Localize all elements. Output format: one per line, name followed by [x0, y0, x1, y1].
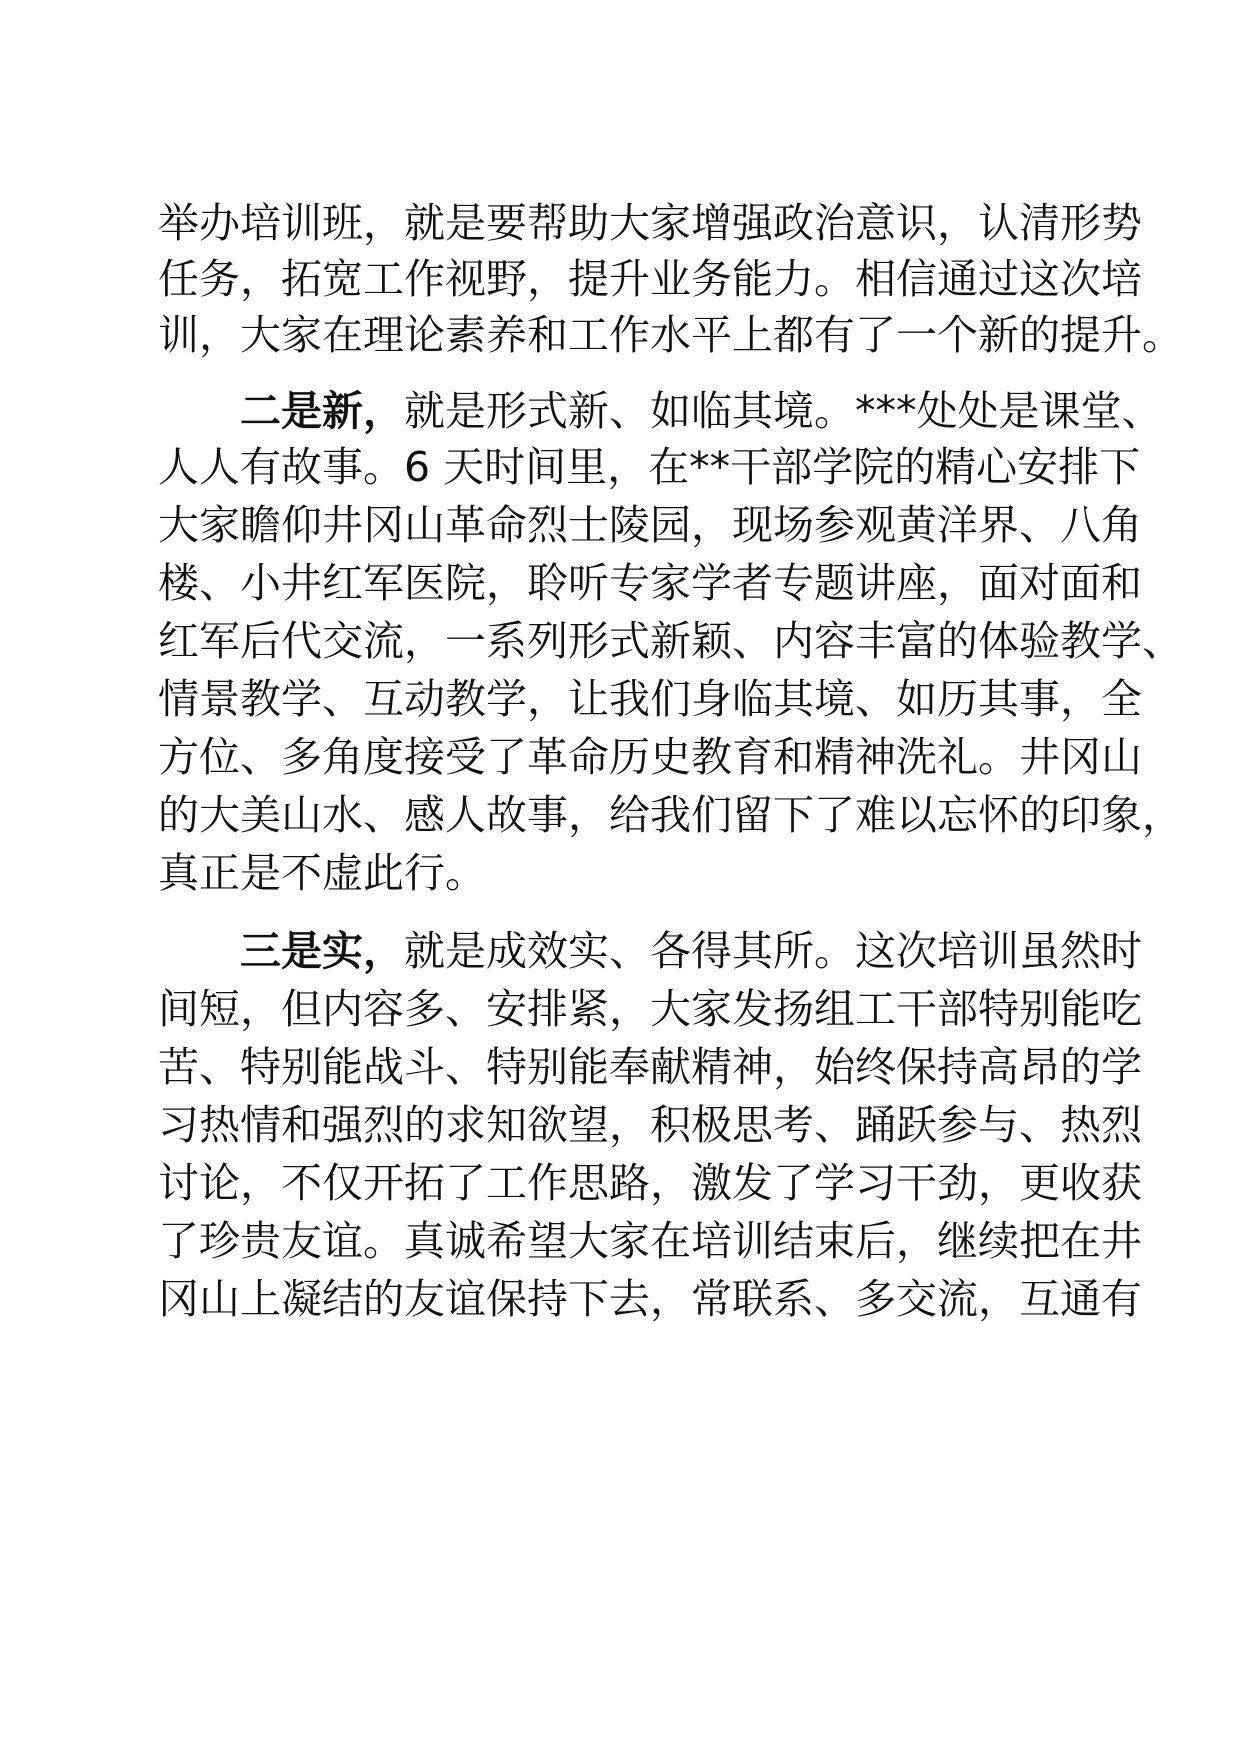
- paragraph-3-line-7: 冈山上凝结的友谊保持下去，常联系、多交流，互通有: [158, 1275, 1142, 1323]
- paragraph-2-line-4: 楼、小井红军医院，聆听专家学者专题讲座，面对面和: [158, 559, 1142, 607]
- paragraph-1-line-2: 任务，拓宽工作视野，提升业务能力。相信通过这次培: [158, 255, 1142, 303]
- paragraph-3-first-line-text: 就是成效实、各得其所。这次培训虽然时: [404, 927, 1142, 975]
- paragraph-3-lead: 三是实，: [240, 927, 404, 975]
- paragraph-2-first-line-text: 就是形式新、如临其境。***处处是课堂、: [404, 387, 1163, 435]
- paragraph-3-line-2: 间短，但内容多、安排紧，大家发扬组工干部特别能吃: [158, 985, 1142, 1033]
- paragraph-3-line-3: 苦、特别能战斗、特别能奉献精神，始终保持高昂的学: [158, 1043, 1142, 1091]
- paragraph-2-line-3: 大家瞻仰井冈山革命烈士陵园，现场参观黄洋界、八角: [158, 501, 1142, 549]
- paragraph-3-line-1: [240, 924, 1142, 978]
- paragraph-2-line-7: 方位、多角度接受了革命历史教育和精神洗礼。井冈山: [158, 733, 1142, 781]
- paragraph-2-line-8: 的大美山水、感人故事，给我们留下了难以忘怀的印象，: [158, 791, 1183, 839]
- paragraph-2-line-1: [240, 384, 1163, 438]
- paragraph-3-line-4: 习热情和强烈的求知欲望，积极思考、踊跃参与、热烈: [158, 1101, 1142, 1149]
- paragraph-1-line-1: 举办培训班，就是要帮助大家增强政治意识，认清形势: [158, 199, 1142, 247]
- paragraph-2-lead: 二是新，: [240, 387, 404, 435]
- paragraph-3-line-5: 讨论，不仅开拓了工作思路，激发了学习干劲，更收获: [158, 1159, 1142, 1207]
- paragraph-3-line-6: 了珍贵友谊。真诚希望大家在培训结束后，继续把在井: [158, 1217, 1142, 1265]
- paragraph-1-line-3: 训，大家在理论素养和工作水平上都有了一个新的提升。: [158, 311, 1183, 359]
- paragraph-2-line-6: 情景教学、互动教学，让我们身临其境、如历其事，全: [158, 675, 1142, 723]
- paragraph-2-line-9: 真正是不虚此行。: [158, 849, 486, 897]
- paragraph-2-line-2: 人人有故事。6 天时间里，在**干部学院的精心安排下: [158, 443, 1141, 491]
- paragraph-2-line-5: 红军后代交流，一系列形式新颖、内容丰富的体验教学、: [158, 617, 1183, 665]
